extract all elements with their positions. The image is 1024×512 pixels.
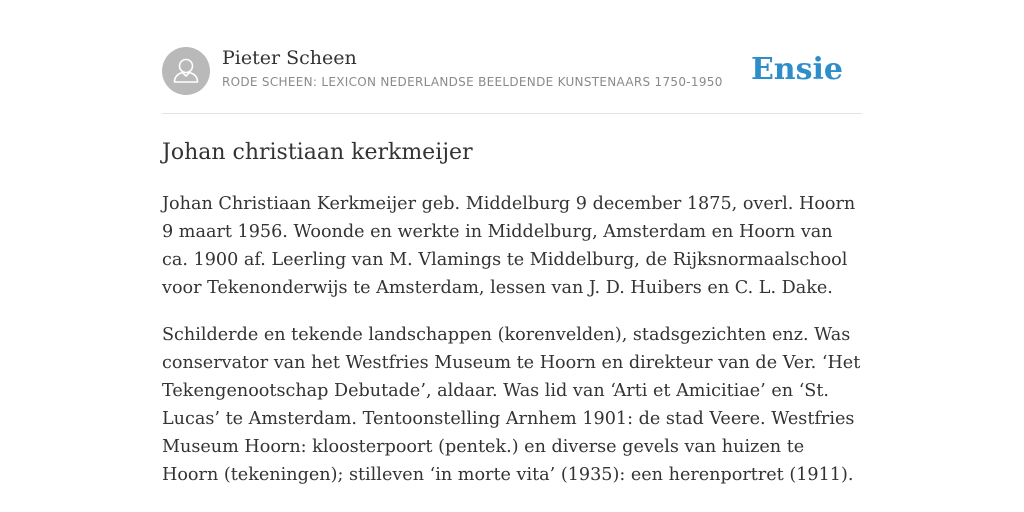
source-name[interactable]: RODE SCHEEN: LEXICON NEDERLANDSE BEELDENDE KUNSTENAARS 1750-1950 (222, 75, 723, 89)
header-divider (162, 113, 862, 114)
user-outline-icon (162, 47, 210, 95)
article-paragraph: Johan Christiaan Kerkmeijer geb. Middelburg 9 december 1875, overl. Hoorn 9 maart 1956. Woonde en werkte in Middelburg, Amsterdam en Hoorn van ca. 1900 af. Leerling van M. Vlamings te Middelburg, de Rijksnormaalschool voor Tekenonderwijs te Amsterdam, lessen van J. D. Huibers en C. L. Dake. (162, 194, 856, 298)
header (162, 46, 862, 96)
ensie-logo[interactable]: Ensie (750, 52, 843, 87)
author-name[interactable]: Pieter Scheen (222, 47, 357, 69)
avatar[interactable] (162, 47, 210, 95)
article-title: Johan christiaan kerkmeijer (162, 140, 473, 165)
article-paragraph: Schilderde en tekende landschappen (korenvelden), stadsgezichten enz. Was conservator van het Westfries Museum te Hoorn en direkteur van de Ver. ‘Het Tekengenootschap Debutade’, aldaar. Was lid van ‘Arti et Amicitiae’ en ‘St. Lucas’ te Amsterdam. Tentoonstelling Arnhem 1901: de stad Veere. Westfries Museum Hoorn: kloosterpoort (pentek.) en diverse gevels van huizen te Hoorn (tekeningen); stilleven ‘in morte vita’ (1935): een herenportret (1911). (162, 325, 861, 485)
